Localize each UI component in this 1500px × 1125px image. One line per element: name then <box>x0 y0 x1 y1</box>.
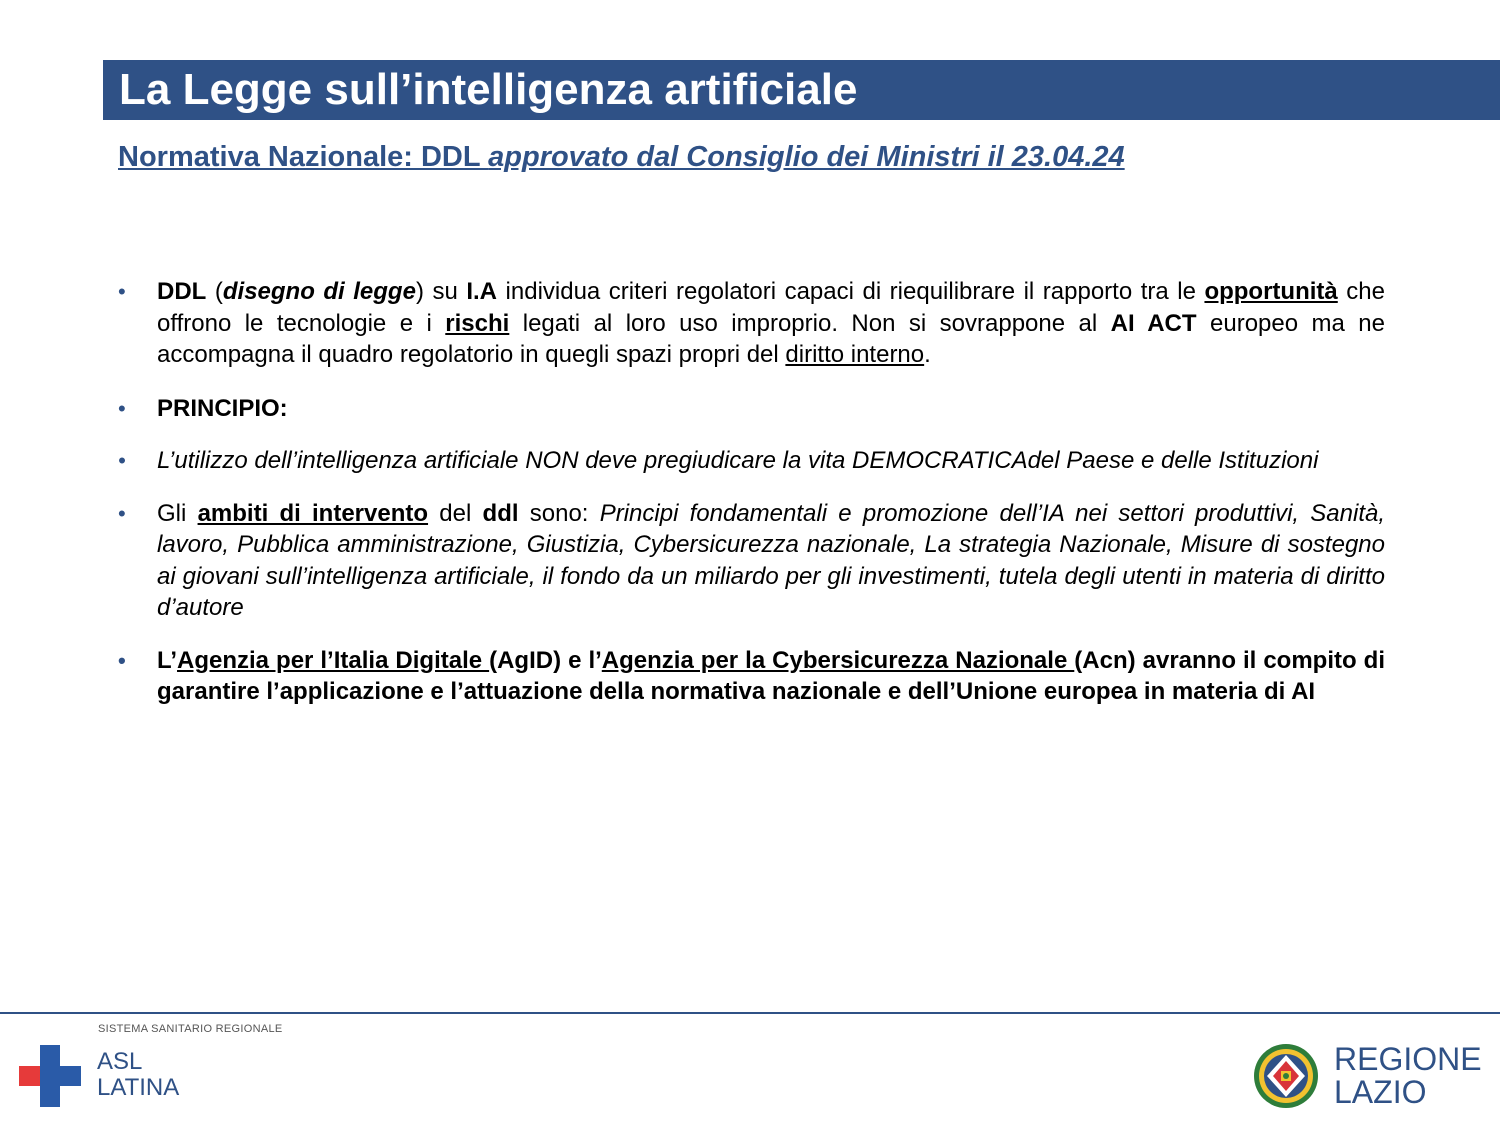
text-fragment: . <box>924 341 931 368</box>
title-bar <box>103 60 1500 120</box>
term-agid: Agenzia per l’Italia Digitale <box>177 646 490 674</box>
principio-text: L’utilizzo dell’intelligenza artificiale NON deve pregiudicare la vita DEMOCRATICAdel Paese e delle Istituzioni <box>157 447 1319 474</box>
text-fragment: ) su <box>415 278 467 305</box>
term-ddl-lower: ddl <box>482 499 519 527</box>
text-fragment: sono: <box>518 499 600 527</box>
term-ddl: DDL <box>157 278 207 305</box>
text-fragment: individua criteri regolatori capaci di riequilibrare il rapporto tra le <box>497 278 1205 305</box>
regione-lazio-emblem-icon <box>1253 1043 1319 1109</box>
term-ia: I.A <box>466 278 498 305</box>
term-opportunita: opportunità <box>1204 278 1338 305</box>
asl-line2: LATINA <box>97 1074 180 1101</box>
region-line2: LAZIO <box>1334 1074 1427 1110</box>
text-fragment: europeo ma ne accompagna il quadro regolatorio in quegli spazi propri del <box>157 309 1386 368</box>
subtitle-plain: Normativa Nazionale: DDL <box>118 141 489 173</box>
bullet-ddl <box>157 276 1385 371</box>
term-rischi: rischi <box>445 309 510 337</box>
text-fragment: legati al loro uso improprio. Non si sovrappone al <box>509 309 1111 337</box>
asl-cross-icon <box>19 1045 81 1107</box>
system-label: SISTEMA SANITARIO REGIONALE <box>98 1023 283 1035</box>
term-ambiti-di-intervento: ambiti di intervento <box>197 499 429 527</box>
bullet-ambiti <box>157 498 1385 624</box>
ambiti-list: Principi fondamentali e promozione dell’IA nei settori produttivi, Sanità, lavoro, Pubblica amministrazione, Giustizia, Cybersicurezza nazionale, La strategia Nazionale, Misure di sostegno ai giovani sull’intelligenza artificiale, il fondo da un miliardo per gli investimenti, tutela degli utenti in materia di diritto d’autore <box>157 499 1386 621</box>
text-fragment: (AgID) e l’ <box>489 646 602 674</box>
page-title: La Legge sull’intelligenza artificiale <box>119 65 858 114</box>
bullet-principio <box>157 393 1385 425</box>
asl-logo-text <box>97 1049 179 1101</box>
bullet-democratica <box>157 445 1385 477</box>
principio-label: PRINCIPIO: <box>157 394 288 422</box>
term-acn: Agenzia per la Cybersicurezza Nazionale <box>601 646 1075 674</box>
text-fragment: ( <box>206 278 223 305</box>
subtitle <box>118 139 1125 175</box>
regione-lazio-logo-text <box>1334 1043 1482 1109</box>
term-disegno-di-legge: disegno di legge <box>222 278 416 305</box>
asl-line1: ASL <box>97 1048 143 1075</box>
term-diritto-interno: diritto interno <box>785 341 925 368</box>
bullet-agenzie <box>157 645 1385 708</box>
bullet-list <box>157 276 1385 708</box>
text-fragment: (Acn) avranno il compito di garantire l’applicazione e l’attuazione della normativa nazionale e dell’Unione europea in materia di AI <box>157 646 1385 705</box>
term-ai-act: AI ACT <box>1110 309 1197 337</box>
region-line1: REGIONE <box>1334 1041 1482 1077</box>
text-fragment: del <box>428 499 483 527</box>
text-fragment: che offrono le tecnologie e i <box>157 278 1385 337</box>
text-fragment: L’ <box>157 646 178 674</box>
subtitle-italic: approvato dal Consiglio dei Ministri il 23.04.24 <box>488 141 1125 173</box>
text-fragment: Gli <box>157 499 198 527</box>
footer-divider <box>0 1012 1500 1014</box>
